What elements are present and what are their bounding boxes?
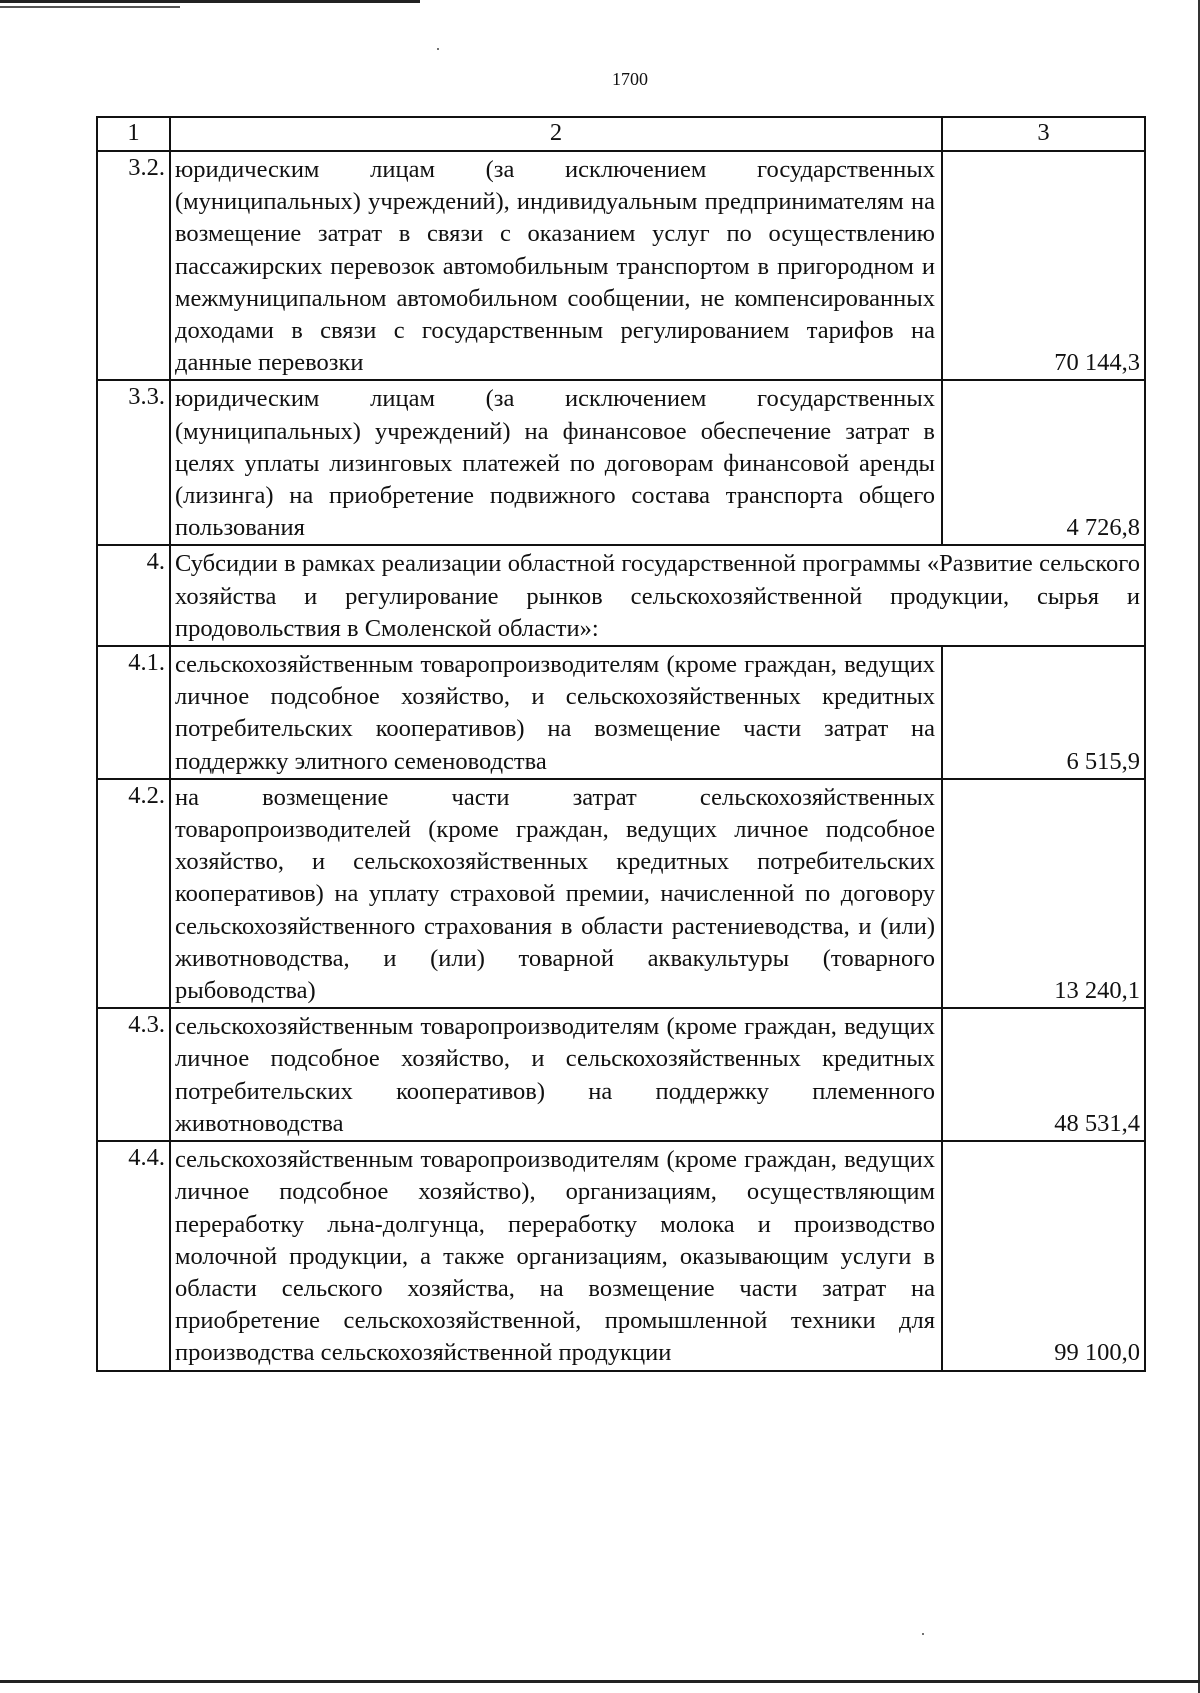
row-amount: 6 515,9 <box>942 646 1145 779</box>
table-row <box>97 646 1145 779</box>
scan-speck <box>437 48 439 50</box>
column-header-1: 1 <box>97 117 170 151</box>
scan-edge-bottom <box>0 1680 1200 1683</box>
row-number: 3.2. <box>97 151 170 380</box>
row-description: сельскохозяйственным товаропроизводителям (кроме граждан, ведущих личное подсобное хозяйство, и сельскохозяйственных кредитных потребительских кооперативов) на поддержку племенного животноводства <box>170 1008 942 1141</box>
row-number: 3.3. <box>97 380 170 545</box>
table-row-section <box>97 545 1145 646</box>
row-description: сельскохозяйственным товаропроизводителям (кроме граждан, ведущих личное подсобное хозяйство, и сельскохозяйственных кредитных потребительских кооперативов) на возмещение части затрат на поддержку элитного семеноводства <box>170 646 942 779</box>
row-description: сельскохозяйственным товаропроизводителям (кроме граждан, ведущих личное подсобное хозяйство), организациям, осуществляющим переработку льна-долгунца, переработку молока и производство молочной продукции, а также организациям, оказывающим услуги в области сельского хозяйства, на возмещение части затрат на приобретение сельскохозяйственной, промышленной техники для производства сельскохозяйственной продукции <box>170 1141 942 1370</box>
row-number: 4. <box>97 545 170 646</box>
row-description: на возмещение части затрат сельскохозяйственных товаропроизводителей (кроме граждан, ведущих личное подсобное хозяйство, и сельскохозяйственных кредитных потребительских кооперативов) на уплату страховой премии, начисленной по договору сельскохозяйственного страхования в области растениеводства, и (или) животноводства, и (или) товарной аквакультуры (товарного рыбоводства) <box>170 779 942 1008</box>
column-header-3: 3 <box>942 117 1145 151</box>
page-number: 1700 <box>612 69 648 89</box>
row-description: юридическим лицам (за исключением государственных (муниципальных) учреждений) на финансовое обеспечение затрат в целях уплаты лизинговых платежей по договорам финансовой аренды (лизинга) на приобретение подвижного состава транспорта общего пользования <box>170 380 942 545</box>
section-description: Субсидии в рамках реализации областной государственной программы «Развитие сельского хозяйства и регулирование рынков сельскохозяйственной продукции, сырья и продовольствия в Смоленской области»: <box>170 545 1145 646</box>
scan-speck <box>922 1633 924 1635</box>
table-row <box>97 1008 1145 1141</box>
budget-table <box>96 116 1146 1372</box>
table-row <box>97 151 1145 380</box>
row-amount: 99 100,0 <box>942 1141 1145 1370</box>
table-row <box>97 1141 1145 1370</box>
scan-edge-top-secondary <box>0 6 180 8</box>
table-row <box>97 380 1145 545</box>
row-amount: 4 726,8 <box>942 380 1145 545</box>
column-header-2: 2 <box>170 117 942 151</box>
row-number: 4.4. <box>97 1141 170 1370</box>
table-row <box>97 779 1145 1008</box>
scan-edge-top <box>0 0 420 3</box>
row-description: юридическим лицам (за исключением государственных (муниципальных) учреждений), индивидуальным предпринимателям на возмещение затрат в связи с оказанием услуг по осуществлению пассажирских перевозок автомобильным транспортом в пригородном и межмуниципальном автомобильном сообщении, не компенсированных доходами в связи с государственным регулированием тарифов на данные перевозки <box>170 151 942 380</box>
row-amount: 70 144,3 <box>942 151 1145 380</box>
table-header-row <box>97 117 1145 151</box>
row-amount: 48 531,4 <box>942 1008 1145 1141</box>
row-amount: 13 240,1 <box>942 779 1145 1008</box>
row-number: 4.3. <box>97 1008 170 1141</box>
row-number: 4.1. <box>97 646 170 779</box>
row-number: 4.2. <box>97 779 170 1008</box>
